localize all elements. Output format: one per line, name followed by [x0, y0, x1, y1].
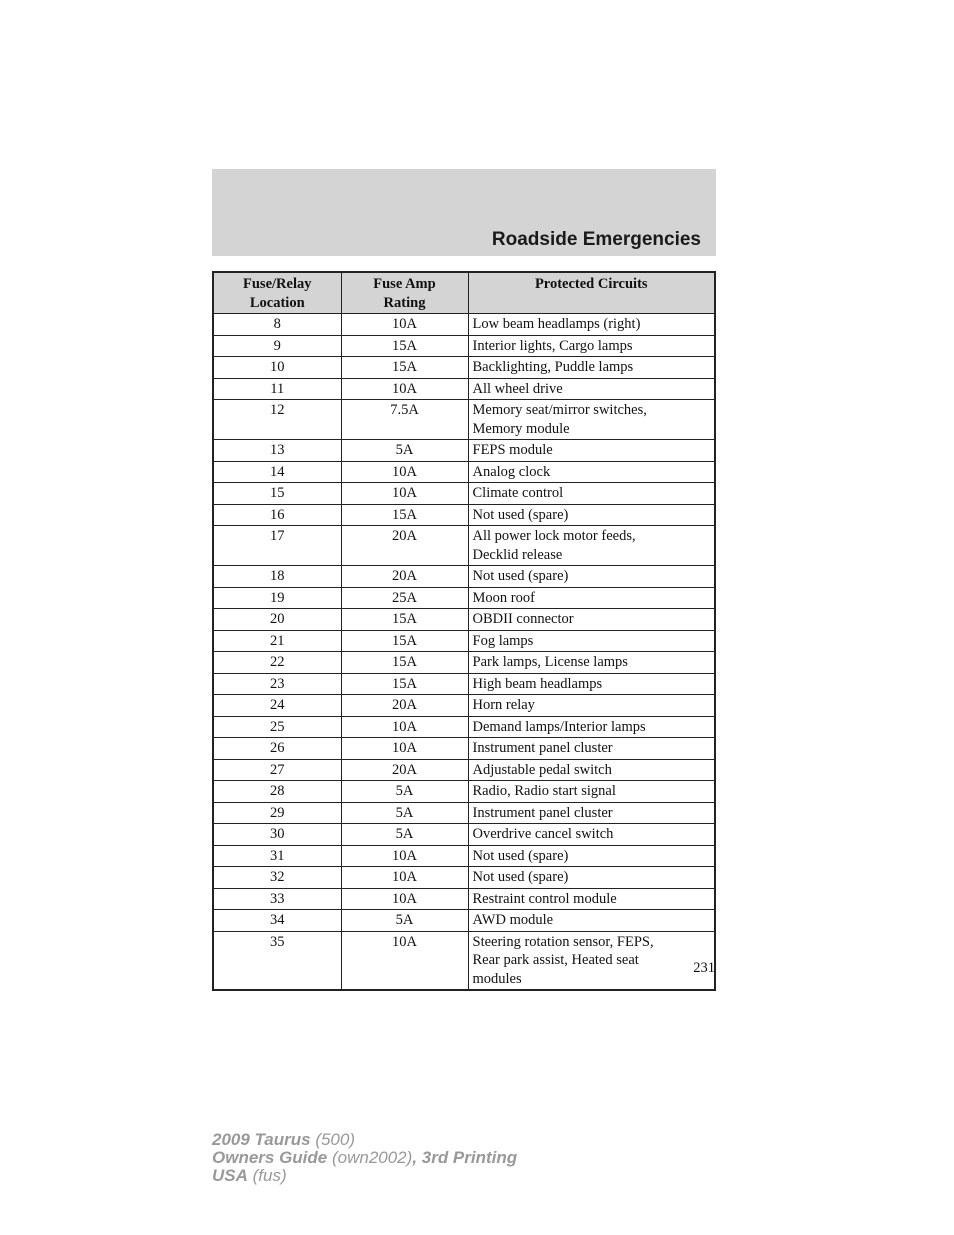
table-row [213, 845, 715, 867]
table-header-row [213, 272, 715, 314]
fuse-location-cell: 18 [213, 566, 341, 588]
fuse-location-cell: 27 [213, 759, 341, 781]
fuse-amp-cell: 15A [341, 335, 468, 357]
protected-circuits-cell: Backlighting, Puddle lamps [468, 357, 715, 379]
fuse-location-cell: 10 [213, 357, 341, 379]
protected-circuits-cell: High beam headlamps [468, 673, 715, 695]
table-row [213, 888, 715, 910]
footer-market-code: (fus) [247, 1166, 287, 1185]
footer-model: 2009 Taurus [212, 1130, 311, 1149]
fuse-amp-cell: 5A [341, 802, 468, 824]
table-row [213, 824, 715, 846]
table-row [213, 400, 715, 440]
fuse-amp-cell: 15A [341, 609, 468, 631]
protected-circuits-cell: Restraint control module [468, 888, 715, 910]
fuse-amp-cell: 15A [341, 630, 468, 652]
fuse-location-cell: 29 [213, 802, 341, 824]
fuse-amp-cell: 7.5A [341, 400, 468, 440]
fuse-amp-cell: 10A [341, 738, 468, 760]
fuse-location-cell: 17 [213, 526, 341, 566]
fuse-table [212, 271, 716, 991]
fuse-location-cell: 30 [213, 824, 341, 846]
table-row [213, 378, 715, 400]
table-row [213, 314, 715, 336]
fuse-location-cell: 21 [213, 630, 341, 652]
fuse-location-cell: 22 [213, 652, 341, 674]
fuse-amp-cell: 10A [341, 845, 468, 867]
table-row [213, 504, 715, 526]
table-row [213, 910, 715, 932]
protected-circuits-cell: Fog lamps [468, 630, 715, 652]
table-row [213, 630, 715, 652]
fuse-amp-cell: 25A [341, 587, 468, 609]
table-row [213, 781, 715, 803]
document-footer [212, 1131, 517, 1185]
fuse-location-cell: 32 [213, 867, 341, 889]
fuse-location-cell: 33 [213, 888, 341, 910]
fuse-location-cell: 31 [213, 845, 341, 867]
fuse-location-cell: 35 [213, 931, 341, 990]
table-row [213, 357, 715, 379]
column-header-amp-rating: Fuse Amp Rating [341, 272, 468, 314]
fuse-location-cell: 8 [213, 314, 341, 336]
protected-circuits-cell: Steering rotation sensor, FEPS, Rear park assist, Heated seat modules [468, 931, 715, 990]
protected-circuits-cell: Park lamps, License lamps [468, 652, 715, 674]
fuse-amp-cell: 10A [341, 931, 468, 990]
fuse-amp-cell: 20A [341, 526, 468, 566]
protected-circuits-cell: AWD module [468, 910, 715, 932]
fuse-amp-cell: 10A [341, 461, 468, 483]
protected-circuits-cell: Not used (spare) [468, 867, 715, 889]
fuse-amp-cell: 15A [341, 673, 468, 695]
protected-circuits-cell: Climate control [468, 483, 715, 505]
section-header-band [212, 169, 716, 256]
fuse-amp-cell: 5A [341, 910, 468, 932]
protected-circuits-cell: Moon roof [468, 587, 715, 609]
fuse-location-cell: 24 [213, 695, 341, 717]
protected-circuits-cell: Analog clock [468, 461, 715, 483]
protected-circuits-cell: Low beam headlamps (right) [468, 314, 715, 336]
table-row [213, 483, 715, 505]
protected-circuits-cell: Interior lights, Cargo lamps [468, 335, 715, 357]
table-row [213, 695, 715, 717]
protected-circuits-cell: Not used (spare) [468, 845, 715, 867]
footer-model-code: (500) [310, 1130, 356, 1149]
protected-circuits-cell: Memory seat/mirror switches, Memory module [468, 400, 715, 440]
table-row [213, 738, 715, 760]
protected-circuits-cell: OBDII connector [468, 609, 715, 631]
table-row [213, 802, 715, 824]
table-row [213, 652, 715, 674]
fuse-location-cell: 9 [213, 335, 341, 357]
table-row [213, 587, 715, 609]
fuse-amp-cell: 10A [341, 378, 468, 400]
footer-guide: Owners Guide [212, 1148, 328, 1167]
fuse-amp-cell: 20A [341, 759, 468, 781]
fuse-location-cell: 28 [213, 781, 341, 803]
protected-circuits-cell: Horn relay [468, 695, 715, 717]
protected-circuits-cell: Adjustable pedal switch [468, 759, 715, 781]
fuse-location-cell: 19 [213, 587, 341, 609]
fuse-location-cell: 34 [213, 910, 341, 932]
protected-circuits-cell: Instrument panel cluster [468, 802, 715, 824]
table-row [213, 335, 715, 357]
table-row [213, 673, 715, 695]
fuse-amp-cell: 5A [341, 440, 468, 462]
fuse-amp-cell: 10A [341, 483, 468, 505]
fuse-amp-cell: 15A [341, 357, 468, 379]
protected-circuits-cell: All power lock motor feeds, Decklid release [468, 526, 715, 566]
table-row [213, 440, 715, 462]
column-header-location: Fuse/Relay Location [213, 272, 341, 314]
fuse-location-cell: 13 [213, 440, 341, 462]
protected-circuits-cell: Not used (spare) [468, 504, 715, 526]
fuse-location-cell: 15 [213, 483, 341, 505]
footer-printing: , 3rd Printing [412, 1148, 518, 1167]
footer-guide-code: (own2002) [327, 1148, 413, 1167]
protected-circuits-cell: Demand lamps/Interior lamps [468, 716, 715, 738]
fuse-location-cell: 26 [213, 738, 341, 760]
fuse-table-body [213, 314, 715, 991]
fuse-amp-cell: 20A [341, 695, 468, 717]
table-row [213, 759, 715, 781]
column-header-protected-circuits: Protected Circuits [468, 272, 715, 314]
table-row [213, 526, 715, 566]
fuse-amp-cell: 10A [341, 867, 468, 889]
protected-circuits-cell: FEPS module [468, 440, 715, 462]
fuse-amp-cell: 5A [341, 781, 468, 803]
fuse-location-cell: 11 [213, 378, 341, 400]
page-number: 231 [693, 960, 715, 976]
fuse-amp-cell: 20A [341, 566, 468, 588]
fuse-amp-cell: 15A [341, 652, 468, 674]
table-row [213, 931, 715, 990]
fuse-amp-cell: 10A [341, 888, 468, 910]
fuse-location-cell: 25 [213, 716, 341, 738]
fuse-location-cell: 14 [213, 461, 341, 483]
table-row [213, 566, 715, 588]
protected-circuits-cell: All wheel drive [468, 378, 715, 400]
fuse-amp-cell: 10A [341, 716, 468, 738]
protected-circuits-cell: Not used (spare) [468, 566, 715, 588]
fuse-location-cell: 23 [213, 673, 341, 695]
fuse-location-cell: 20 [213, 609, 341, 631]
protected-circuits-cell: Radio, Radio start signal [468, 781, 715, 803]
table-row [213, 461, 715, 483]
footer-market: USA [212, 1166, 248, 1185]
fuse-location-cell: 12 [213, 400, 341, 440]
fuse-amp-cell: 15A [341, 504, 468, 526]
table-row [213, 716, 715, 738]
fuse-location-cell: 16 [213, 504, 341, 526]
table-row [213, 609, 715, 631]
protected-circuits-cell: Instrument panel cluster [468, 738, 715, 760]
table-row [213, 867, 715, 889]
fuse-amp-cell: 10A [341, 314, 468, 336]
fuse-amp-cell: 5A [341, 824, 468, 846]
protected-circuits-cell: Overdrive cancel switch [468, 824, 715, 846]
section-title: Roadside Emergencies [491, 229, 701, 250]
